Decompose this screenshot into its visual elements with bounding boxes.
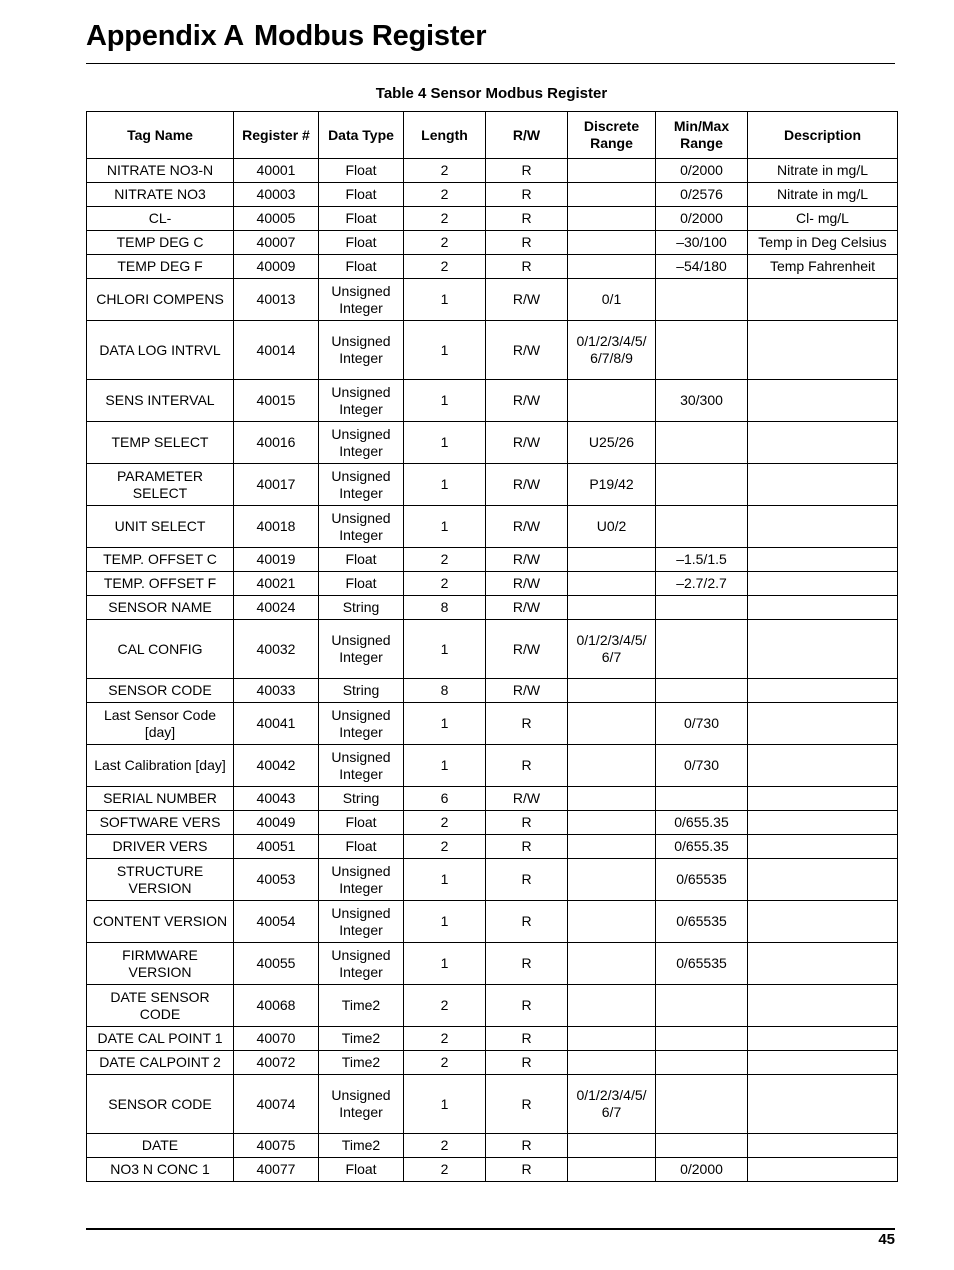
cell-minmax-range: 0/2000 [656,207,748,231]
table-row [87,596,898,620]
cell-discrete-range [568,183,656,207]
cell-description: Nitrate in mg/L [748,183,898,207]
cell-minmax-range: 0/2000 [656,159,748,183]
cell-minmax-range: –2.7/2.7 [656,572,748,596]
cell-data-type: Unsigned Integer [319,703,404,745]
cell-minmax-range [656,1075,748,1134]
cell-data-type: Float [319,572,404,596]
header-minmax-range: Min/Max Range [656,112,748,159]
cell-description [748,811,898,835]
cell-minmax-range [656,679,748,703]
cell-discrete-range [568,859,656,901]
cell-discrete-range [568,811,656,835]
table-row [87,1051,898,1075]
cell-description [748,321,898,380]
cell-rw: R [486,1075,568,1134]
cell-description [748,1075,898,1134]
cell-data-type: Float [319,835,404,859]
cell-length: 2 [404,231,486,255]
cell-rw: R/W [486,380,568,422]
cell-length: 2 [404,548,486,572]
cell-data-type: Unsigned Integer [319,859,404,901]
cell-tag-name: DATE SENSOR CODE [87,985,234,1027]
cell-discrete-range [568,596,656,620]
cell-data-type: Time2 [319,985,404,1027]
table-row [87,1134,898,1158]
cell-minmax-range [656,1027,748,1051]
page-number: 45 [878,1231,895,1248]
cell-rw: R [486,943,568,985]
cell-rw: R [486,1051,568,1075]
modbus-register-table [86,111,898,1182]
cell-length: 8 [404,596,486,620]
table-row [87,745,898,787]
cell-length: 1 [404,703,486,745]
cell-register: 40017 [234,464,319,506]
cell-length: 1 [404,464,486,506]
appendix-title: Modbus Register [254,20,487,52]
header-discrete-range: Discrete Range [568,112,656,159]
cell-register: 40033 [234,679,319,703]
footer-divider [86,1228,895,1230]
cell-length: 2 [404,1158,486,1182]
cell-description [748,1158,898,1182]
cell-rw: R/W [486,321,568,380]
cell-discrete-range [568,255,656,279]
cell-minmax-range: 0/730 [656,745,748,787]
cell-register: 40068 [234,985,319,1027]
cell-discrete-range: P19/42 [568,464,656,506]
cell-tag-name: SENSOR NAME [87,596,234,620]
cell-register: 40053 [234,859,319,901]
cell-tag-name: NO3 N CONC 1 [87,1158,234,1182]
cell-data-type: Unsigned Integer [319,321,404,380]
cell-tag-name: TEMP DEG F [87,255,234,279]
cell-minmax-range [656,422,748,464]
cell-data-type: Float [319,159,404,183]
cell-description [748,943,898,985]
cell-register: 40043 [234,787,319,811]
cell-description [748,901,898,943]
cell-discrete-range [568,548,656,572]
cell-register: 40055 [234,943,319,985]
cell-data-type: Unsigned Integer [319,901,404,943]
cell-discrete-range [568,901,656,943]
cell-description [748,1134,898,1158]
cell-register: 40009 [234,255,319,279]
cell-length: 2 [404,985,486,1027]
cell-description [748,703,898,745]
cell-tag-name: UNIT SELECT [87,506,234,548]
table-row [87,1027,898,1051]
cell-length: 1 [404,901,486,943]
cell-length: 6 [404,787,486,811]
cell-tag-name: Last Sensor Code [day] [87,703,234,745]
cell-data-type: Unsigned Integer [319,1075,404,1134]
cell-description [748,596,898,620]
cell-length: 2 [404,1134,486,1158]
cell-length: 8 [404,679,486,703]
cell-length: 1 [404,422,486,464]
cell-rw: R/W [486,572,568,596]
cell-register: 40014 [234,321,319,380]
cell-length: 1 [404,1075,486,1134]
cell-length: 1 [404,620,486,679]
cell-minmax-range [656,506,748,548]
cell-register: 40051 [234,835,319,859]
cell-discrete-range [568,835,656,859]
cell-description [748,1027,898,1051]
header-rw: R/W [486,112,568,159]
cell-data-type: Time2 [319,1051,404,1075]
header-tag-name: Tag Name [87,112,234,159]
table-row [87,255,898,279]
cell-rw: R/W [486,596,568,620]
cell-register: 40013 [234,279,319,321]
cell-description [748,506,898,548]
cell-tag-name: DATE CALPOINT 2 [87,1051,234,1075]
table-row [87,548,898,572]
cell-tag-name: TEMP. OFFSET C [87,548,234,572]
cell-discrete-range [568,943,656,985]
heading-divider [86,63,895,64]
cell-description [748,859,898,901]
cell-data-type: Float [319,1158,404,1182]
cell-length: 2 [404,835,486,859]
cell-rw: R/W [486,679,568,703]
cell-register: 40072 [234,1051,319,1075]
cell-rw: R/W [486,548,568,572]
cell-minmax-range: 0/655.35 [656,835,748,859]
table-row [87,943,898,985]
cell-minmax-range [656,279,748,321]
table-row [87,506,898,548]
cell-length: 1 [404,279,486,321]
cell-length: 2 [404,572,486,596]
cell-tag-name: TEMP DEG C [87,231,234,255]
cell-tag-name: CAL CONFIG [87,620,234,679]
cell-data-type: Unsigned Integer [319,620,404,679]
cell-length: 2 [404,255,486,279]
cell-tag-name: Last Calibration [day] [87,745,234,787]
table-row [87,183,898,207]
cell-rw: R [486,901,568,943]
cell-length: 2 [404,811,486,835]
cell-minmax-range: 0/65535 [656,901,748,943]
cell-length: 2 [404,183,486,207]
cell-data-type: String [319,679,404,703]
cell-data-type: Float [319,255,404,279]
cell-description: Nitrate in mg/L [748,159,898,183]
cell-discrete-range [568,1158,656,1182]
cell-description [748,787,898,811]
cell-rw: R [486,231,568,255]
page-heading [86,20,486,53]
table-row [87,901,898,943]
cell-register: 40015 [234,380,319,422]
cell-data-type: Unsigned Integer [319,943,404,985]
cell-rw: R/W [486,422,568,464]
cell-discrete-range [568,745,656,787]
cell-tag-name: CHLORI COMPENS [87,279,234,321]
cell-minmax-range: 0/2576 [656,183,748,207]
cell-rw: R [486,1158,568,1182]
cell-register: 40041 [234,703,319,745]
cell-minmax-range [656,1134,748,1158]
cell-minmax-range [656,787,748,811]
cell-description: Temp in Deg Celsius [748,231,898,255]
cell-data-type: Unsigned Integer [319,380,404,422]
cell-register: 40049 [234,811,319,835]
cell-discrete-range [568,380,656,422]
cell-rw: R [486,207,568,231]
cell-register: 40007 [234,231,319,255]
cell-discrete-range [568,1051,656,1075]
cell-minmax-range [656,596,748,620]
cell-tag-name: CONTENT VERSION [87,901,234,943]
cell-minmax-range [656,985,748,1027]
appendix-label: Appendix A [86,20,245,52]
cell-description [748,745,898,787]
cell-register: 40021 [234,572,319,596]
cell-minmax-range: –1.5/1.5 [656,548,748,572]
table-header-row [87,112,898,159]
cell-register: 40016 [234,422,319,464]
header-length: Length [404,112,486,159]
cell-description [748,620,898,679]
table-row [87,321,898,380]
cell-description [748,572,898,596]
cell-data-type: Float [319,183,404,207]
cell-description [748,380,898,422]
cell-register: 40042 [234,745,319,787]
cell-length: 2 [404,1027,486,1051]
header-description: Description [748,112,898,159]
table-row [87,207,898,231]
cell-tag-name: DATA LOG INTRVL [87,321,234,380]
cell-data-type: Unsigned Integer [319,464,404,506]
cell-length: 1 [404,321,486,380]
cell-data-type: Unsigned Integer [319,745,404,787]
cell-minmax-range: 0/65535 [656,859,748,901]
cell-description [748,548,898,572]
cell-rw: R [486,811,568,835]
cell-minmax-range: –30/100 [656,231,748,255]
cell-register: 40019 [234,548,319,572]
cell-length: 2 [404,159,486,183]
cell-discrete-range [568,159,656,183]
cell-rw: R [486,255,568,279]
cell-rw: R/W [486,620,568,679]
cell-length: 1 [404,380,486,422]
cell-tag-name: TEMP SELECT [87,422,234,464]
cell-discrete-range [568,572,656,596]
cell-tag-name: SENS INTERVAL [87,380,234,422]
cell-minmax-range [656,620,748,679]
cell-tag-name: NITRATE NO3 [87,183,234,207]
cell-discrete-range: 0/1/2/3/4/5/ 6/7 [568,620,656,679]
table-body [87,159,898,1182]
cell-description [748,835,898,859]
cell-minmax-range [656,464,748,506]
cell-rw: R/W [486,464,568,506]
cell-description [748,985,898,1027]
cell-data-type: Float [319,231,404,255]
table-row [87,279,898,321]
cell-discrete-range: 0/1/2/3/4/5/ 6/7 [568,1075,656,1134]
cell-discrete-range [568,985,656,1027]
cell-data-type: Float [319,548,404,572]
cell-rw: R [486,183,568,207]
cell-description: Temp Fahrenheit [748,255,898,279]
cell-rw: R/W [486,279,568,321]
cell-rw: R [486,1027,568,1051]
cell-minmax-range: 0/730 [656,703,748,745]
table-row [87,572,898,596]
cell-tag-name: DATE CAL POINT 1 [87,1027,234,1051]
cell-rw: R [486,985,568,1027]
cell-tag-name: SENSOR CODE [87,679,234,703]
cell-rw: R/W [486,506,568,548]
cell-tag-name: FIRMWARE VERSION [87,943,234,985]
cell-data-type: Unsigned Integer [319,279,404,321]
table-row [87,1075,898,1134]
cell-description [748,279,898,321]
cell-tag-name: DATE [87,1134,234,1158]
cell-rw: R [486,859,568,901]
table-row [87,231,898,255]
cell-tag-name: SENSOR CODE [87,1075,234,1134]
cell-data-type: Time2 [319,1134,404,1158]
cell-data-type: Unsigned Integer [319,506,404,548]
table-row [87,985,898,1027]
cell-description: Cl- mg/L [748,207,898,231]
table-row [87,159,898,183]
cell-discrete-range: U0/2 [568,506,656,548]
cell-register: 40054 [234,901,319,943]
table-row [87,679,898,703]
table-row [87,620,898,679]
cell-data-type: Float [319,207,404,231]
cell-minmax-range [656,321,748,380]
header-data-type: Data Type [319,112,404,159]
cell-tag-name: SERIAL NUMBER [87,787,234,811]
table-row [87,811,898,835]
cell-minmax-range: 0/2000 [656,1158,748,1182]
table-caption: Table 4 Sensor Modbus Register [375,85,608,102]
cell-length: 1 [404,745,486,787]
table-row [87,787,898,811]
cell-minmax-range: 0/655.35 [656,811,748,835]
cell-register: 40032 [234,620,319,679]
cell-register: 40001 [234,159,319,183]
cell-minmax-range: –54/180 [656,255,748,279]
cell-length: 1 [404,859,486,901]
cell-register: 40074 [234,1075,319,1134]
cell-register: 40075 [234,1134,319,1158]
table-row [87,464,898,506]
cell-length: 1 [404,943,486,985]
table-row [87,703,898,745]
cell-rw: R/W [486,787,568,811]
cell-minmax-range: 30/300 [656,380,748,422]
cell-register: 40005 [234,207,319,231]
cell-description [748,1051,898,1075]
cell-discrete-range: 0/1/2/3/4/5/ 6/7/8/9 [568,321,656,380]
cell-length: 2 [404,207,486,231]
cell-register: 40070 [234,1027,319,1051]
table-row [87,835,898,859]
cell-tag-name: STRUCTURE VERSION [87,859,234,901]
table-row [87,422,898,464]
cell-tag-name: NITRATE NO3-N [87,159,234,183]
cell-discrete-range: U25/26 [568,422,656,464]
cell-data-type: String [319,596,404,620]
header-register: Register # [234,112,319,159]
cell-register: 40024 [234,596,319,620]
cell-discrete-range [568,231,656,255]
cell-data-type: Time2 [319,1027,404,1051]
cell-discrete-range: 0/1 [568,279,656,321]
table-row [87,380,898,422]
cell-description [748,422,898,464]
cell-discrete-range [568,787,656,811]
cell-data-type: String [319,787,404,811]
cell-discrete-range [568,207,656,231]
cell-data-type: Unsigned Integer [319,422,404,464]
cell-discrete-range [568,1027,656,1051]
cell-rw: R [486,745,568,787]
cell-tag-name: PARAMETER SELECT [87,464,234,506]
cell-tag-name: TEMP. OFFSET F [87,572,234,596]
cell-rw: R [486,703,568,745]
cell-rw: R [486,159,568,183]
cell-description [748,464,898,506]
cell-register: 40003 [234,183,319,207]
table-row [87,859,898,901]
cell-minmax-range [656,1051,748,1075]
cell-rw: R [486,835,568,859]
cell-tag-name: CL- [87,207,234,231]
cell-description [748,679,898,703]
cell-data-type: Float [319,811,404,835]
cell-tag-name: DRIVER VERS [87,835,234,859]
cell-discrete-range [568,703,656,745]
cell-length: 2 [404,1051,486,1075]
cell-minmax-range: 0/65535 [656,943,748,985]
cell-length: 1 [404,506,486,548]
cell-register: 40077 [234,1158,319,1182]
cell-rw: R [486,1134,568,1158]
cell-discrete-range [568,679,656,703]
cell-tag-name: SOFTWARE VERS [87,811,234,835]
table-row [87,1158,898,1182]
cell-register: 40018 [234,506,319,548]
cell-discrete-range [568,1134,656,1158]
